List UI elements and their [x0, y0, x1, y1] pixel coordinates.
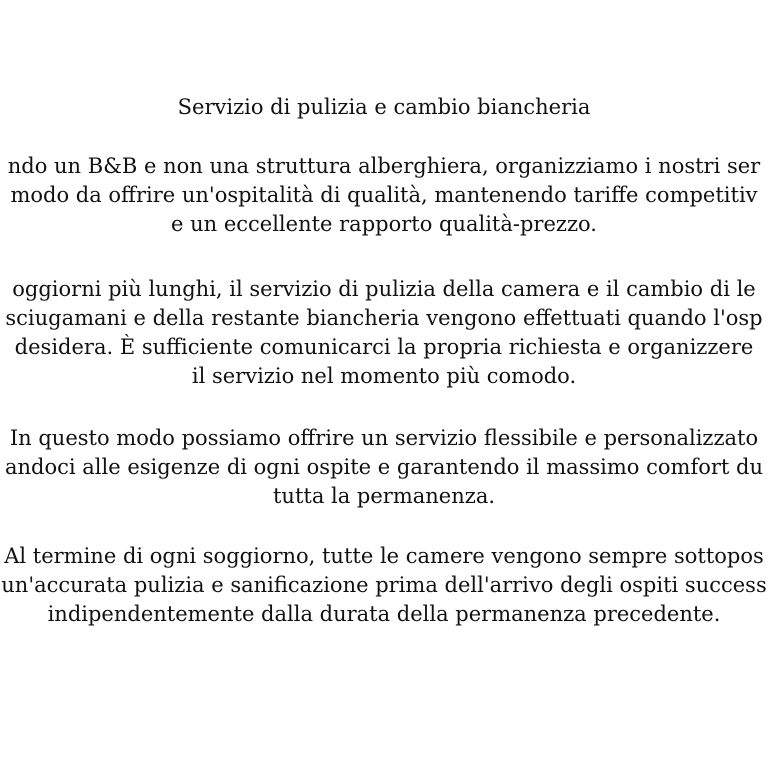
paragraph-line: sciugamani e della restante biancheria vengono effettuati quando l'osp: [5, 306, 763, 330]
paragraph-long-stays: [0, 275, 768, 391]
paragraph-line: indipendentemente dalla durata della permanenza precedente.: [47, 602, 721, 626]
paragraph-line: oggiorni più lunghi, il servizio di pulizia della camera e il cambio di le: [12, 277, 756, 301]
paragraph-line: In questo modo possiamo offrire un servizio flessibile e personalizzato: [9, 426, 759, 450]
paragraph-line: ndo un B&B e non una struttura alberghiera, organizziamo i nostri ser: [7, 154, 761, 178]
paragraph-line: desidera. È sufficiente comunicarci la propria richiesta e organizzere: [14, 335, 754, 359]
paragraph-end-of-stay: [0, 542, 768, 629]
paragraph-flexible-service: [0, 424, 768, 511]
page-title: Servizio di pulizia e cambio biancheria: [177, 95, 591, 119]
paragraph-line: modo da offrire un'ospitalità di qualità, mantenendo tariffe competitiv: [10, 183, 758, 207]
paragraph-line: e un eccellente rapporto qualità-prezzo.: [171, 212, 597, 236]
paragraph-line: Al termine di ogni soggiorno, tutte le camere vengono sempre sottopos: [4, 544, 764, 568]
paragraph-line: il servizio nel momento più comodo.: [191, 364, 577, 388]
paragraph-line: tutta la permanenza.: [272, 484, 496, 508]
paragraph-line: un'accurata pulizia e sanificazione prima dell'arrivo degli ospiti success: [1, 573, 767, 597]
paragraph-booking-policy: [0, 152, 768, 239]
paragraph-line: andoci alle esigenze di ogni ospite e garantendo il massimo comfort du: [5, 455, 763, 479]
